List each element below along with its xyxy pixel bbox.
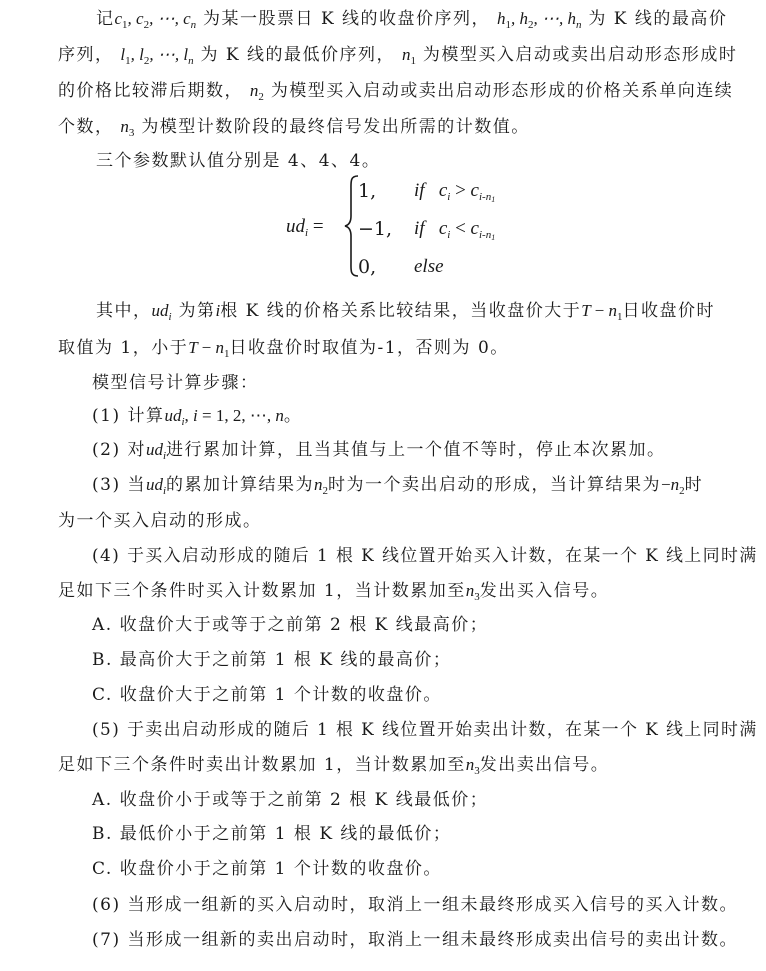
text: −1,	[358, 218, 393, 240]
formula-lhs: $ud_i$ =	[286, 216, 324, 239]
text: 日收盘价时取值为-1，否则为 0。	[229, 338, 509, 358]
text: B. 最高价大于之前第 1 根 K 线的最高价；	[92, 650, 452, 670]
math-t-minus-n1: $T - n_1$	[581, 301, 623, 323]
text: C. 收盘价大于之前第 1 个计数的收盘价。	[92, 685, 442, 705]
math-ud-i: $ud_i$	[145, 475, 167, 497]
text: 为第	[178, 301, 216, 321]
text: 进行累加计算，且当其值与上一个值不等时，停止本次累加。	[166, 440, 666, 460]
text: 发出卖出信号。	[479, 755, 610, 775]
text: 为一个买入启动的形成。	[58, 511, 262, 531]
defaults-line	[96, 150, 380, 172]
step-3-line-1	[92, 474, 703, 502]
text: A. 收盘价大于或等于之前第 2 根 K 线最高价；	[92, 615, 489, 635]
text: if	[414, 218, 425, 239]
text: if	[414, 180, 425, 201]
text: (5) 于卖出启动形成的随后 1 根 K 线位置开始卖出计数，在某一个 K 线上同时满	[92, 720, 758, 740]
case-2-value	[358, 218, 392, 240]
intro-line-2	[58, 44, 737, 72]
case-3-value	[358, 256, 376, 278]
text: ud	[286, 216, 305, 237]
text: 。	[283, 406, 303, 426]
math-n3: $n_3$	[120, 117, 135, 139]
math-ud-i: $ud_i$	[151, 301, 172, 323]
step-6	[92, 894, 738, 916]
text: 0,	[358, 256, 377, 278]
case-1-condition: if $c_i > c_{i-n1}$	[414, 180, 496, 204]
text: 为 K 线的最低价序列，	[200, 45, 396, 65]
explain-line-2	[58, 337, 509, 365]
intro-line-4	[58, 116, 530, 144]
math-n2: $n_2$	[314, 475, 329, 497]
text: 足如下三个条件时卖出计数累加 1，当计数累加至	[58, 755, 466, 775]
text: 足如下三个条件时买入计数累加 1，当计数累加至	[58, 581, 466, 601]
text: 的累加计算结果为	[166, 475, 315, 495]
step-4-condition-b	[92, 649, 451, 671]
explain-line-1	[96, 300, 715, 328]
step-4-line-1	[92, 545, 758, 567]
text: 1,	[358, 180, 377, 202]
math-c-sequence: $c_1$, $c_2$, ⋯, $c_n$	[114, 9, 197, 31]
step-5-line-2	[58, 754, 609, 782]
step-3-line-2	[58, 510, 262, 532]
step-4-condition-c	[92, 684, 442, 706]
text: (1) 计算	[92, 406, 165, 426]
text: (2) 对	[92, 440, 146, 460]
text: 模型信号计算步骤：	[92, 373, 259, 393]
case-2-condition: if $c_i < c_{i-n1}$	[414, 218, 496, 242]
text: 记	[96, 9, 115, 29]
case-3-condition	[414, 256, 444, 278]
math-i: i	[215, 301, 221, 320]
piecewise-formula	[286, 172, 496, 280]
intro-line-1	[96, 8, 727, 36]
step-2	[92, 439, 666, 467]
text: 日收盘价时	[622, 301, 715, 321]
steps-heading	[92, 372, 259, 394]
step-4-condition-a	[92, 614, 488, 636]
intro-line-3	[58, 80, 733, 108]
step-5-line-1	[92, 719, 758, 741]
step-5-condition-a	[92, 789, 488, 811]
math-n3: $n_3$	[465, 755, 480, 777]
text: (3) 当	[92, 475, 146, 495]
text: 三个参数默认值分别是 4、4、4。	[96, 151, 381, 171]
step-4-line-2	[58, 580, 609, 608]
math-n3: $n_3$	[465, 581, 480, 603]
math-ud-i: $ud_i$	[145, 440, 167, 462]
text: (7) 当形成一组新的卖出启动时，取消上一组未最终形成卖出信号的卖出计数。	[92, 930, 738, 950]
step-1	[92, 405, 302, 433]
math-h-sequence: $h_1$, $h_2$, ⋯, $h_n$	[496, 9, 582, 31]
math-l-sequence: $l_1$, $l_2$, ⋯, $l_n$	[120, 45, 194, 67]
text: 为某一股票日 K 线的收盘价序列，	[203, 9, 491, 29]
step-7	[92, 929, 738, 951]
text: 取值为 1，小于	[58, 338, 189, 358]
text: 为模型计数阶段的最终信号发出所需的计数值。	[141, 117, 530, 137]
math-n2: $n_2$	[249, 81, 264, 103]
math-minus-n2: $-n_2$	[661, 475, 685, 497]
text: (6) 当形成一组新的买入启动时，取消上一组未最终形成买入信号的买入计数。	[92, 895, 738, 915]
text: 序列，	[58, 45, 114, 65]
text: 个数，	[58, 117, 114, 137]
text: B. 最低价小于之前第 1 根 K 线的最低价；	[92, 824, 452, 844]
text: 的价格比较滞后期数，	[58, 81, 243, 101]
text: 为 K 线的最高价	[588, 9, 728, 29]
text: (4) 于买入启动形成的随后 1 根 K 线位置开始买入计数，在某一个 K 线上同时满	[92, 546, 758, 566]
text: 其中，	[96, 301, 152, 321]
text: 为模型买入启动或卖出启动形态形成的价格关系单向连续	[270, 81, 734, 101]
text: A. 收盘价小于或等于之前第 2 根 K 线最低价；	[92, 790, 489, 810]
text: 时为一个卖出启动的形成，当计算结果为	[328, 475, 662, 495]
text: C. 收盘价小于之前第 1 个计数的收盘价。	[92, 859, 442, 879]
text: 时	[684, 475, 704, 495]
text: else	[414, 256, 444, 277]
math-t-minus-n1: $T - n_1$	[188, 338, 230, 360]
case-1-value	[358, 180, 376, 202]
step-5-condition-c	[92, 858, 442, 880]
math-ud-i: $ud_i$, i = 1, 2, ⋯, n	[164, 406, 284, 428]
text: 根 K 线的价格关系比较结果，当收盘价大于	[220, 301, 582, 321]
text: 发出买入信号。	[479, 581, 610, 601]
math-n1: $n_1$	[401, 45, 416, 67]
step-5-condition-b	[92, 823, 451, 845]
text: 为模型买入启动或卖出启动形态形成时	[422, 45, 738, 65]
